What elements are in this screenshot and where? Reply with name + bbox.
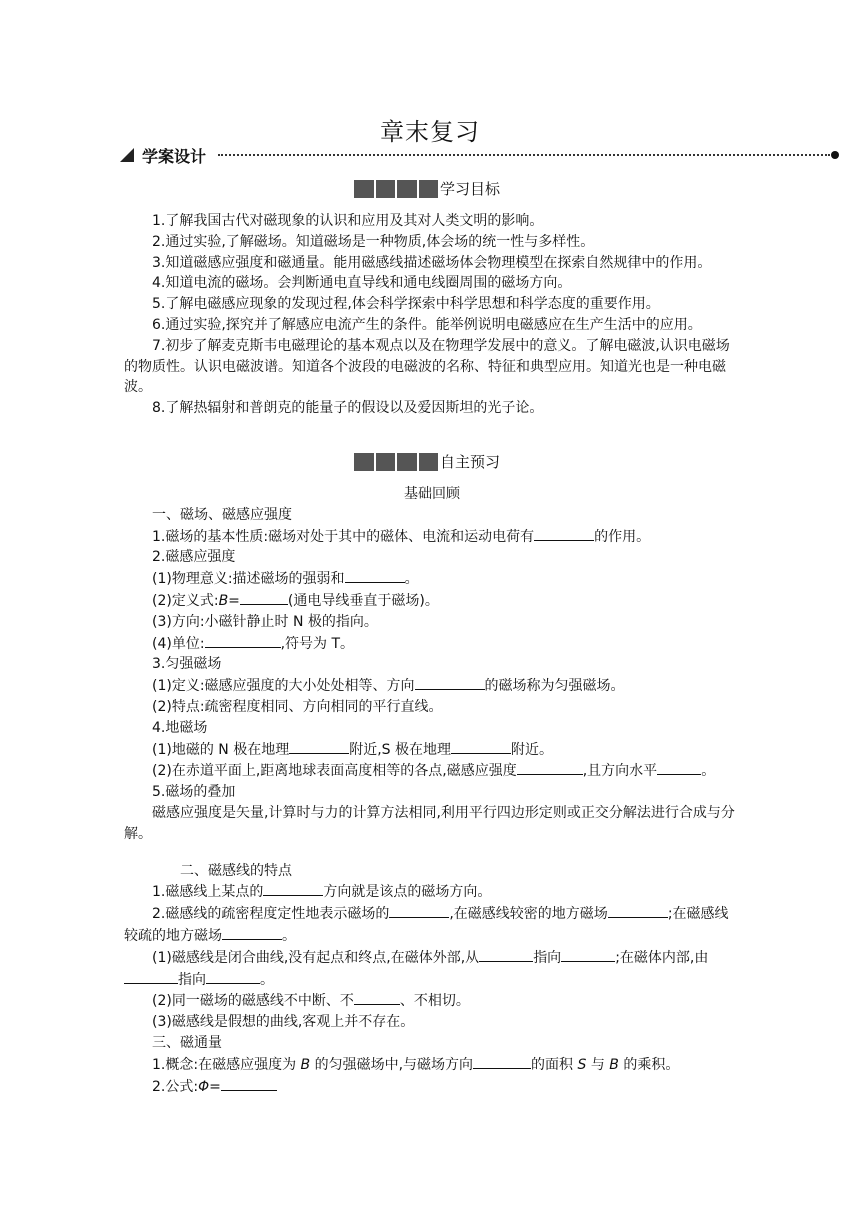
- answer-blank[interactable]: [263, 881, 323, 896]
- text-line: (3)方向:小磁针静止时 N 极的指向。: [152, 613, 378, 630]
- goal-item: 4.知道电流的磁场。会判断通电直导线和通电线圈周围的磁场方向。: [152, 275, 572, 292]
- goal-item: 3.知道磁感应强度和磁通量。能用磁感线描述磁场体会物理模型在探索自然规律中的作用。: [152, 254, 712, 271]
- answer-blank[interactable]: [561, 947, 615, 962]
- fill-line: 2.公式:Φ=: [124, 1076, 740, 1098]
- fill-line: (2)定义式:B= (通电导线垂直于磁场)。: [124, 590, 740, 612]
- goal-item: 8.了解热辐射和普朗克的能量子的假设以及爱因斯坦的光子论。: [152, 400, 544, 417]
- section-banner: [120, 145, 840, 165]
- goal-item: 2.通过实验,了解磁场。知道磁场是一种物质,体会场的统一性与多样性。: [152, 233, 595, 250]
- spacer: [124, 845, 740, 861]
- answer-blank[interactable]: [479, 947, 533, 962]
- fill-line: 2.磁感线的疏密程度定性地表示磁场的 ,在磁感线较密的地方磁场 ;在磁感线较疏的地方磁场 。: [124, 903, 740, 947]
- heading-blocks: [354, 453, 438, 471]
- answer-blank[interactable]: [354, 990, 400, 1005]
- text-line: (3)磁感线是假想的曲线,客观上并不存在。: [152, 1014, 415, 1031]
- answer-blank[interactable]: [240, 590, 288, 605]
- divider-endpoint: [831, 151, 839, 159]
- answer-blank[interactable]: [657, 760, 701, 775]
- answer-blank[interactable]: [473, 1054, 531, 1069]
- preview-heading-text: 自主预习: [440, 453, 501, 471]
- answer-blank[interactable]: [221, 1076, 277, 1091]
- fill-line: (1)地磁的 N 极在地理 附近,S 极在地理 附近。: [124, 739, 740, 761]
- fill-line: (2)同一磁场的磁感线不中断、不 、不相切。: [124, 990, 740, 1012]
- answer-blank[interactable]: [289, 739, 349, 754]
- section-title: 三、磁通量: [152, 1034, 222, 1051]
- fill-line: 1.概念:在磁感应强度为 B 的匀强磁场中,与磁场方向 的面积 S 与 B 的乘积。: [124, 1054, 740, 1076]
- fill-line: 1.磁感线上某点的 方向就是该点的磁场方向。: [124, 881, 740, 903]
- banner-label: 学案设计: [142, 147, 207, 166]
- dotted-divider: [218, 154, 830, 156]
- preview-heading: [0, 451, 860, 473]
- goals-list: [124, 211, 740, 419]
- answer-blank[interactable]: [205, 633, 281, 648]
- answer-blank[interactable]: [345, 568, 405, 583]
- fill-line: (2)在赤道平面上,距离地球表面高度相等的各点,磁感应强度 ,且方向水平 。: [124, 760, 740, 782]
- goal-item: 5.了解电磁感应现象的发现过程,体会科学探索中科学思想和科学态度的重要作用。: [152, 296, 660, 313]
- text-line: 磁感应强度是矢量,计算时与力的计算方法相同,利用平行四边形定则或正交分解法进行合成与分解。: [124, 804, 735, 842]
- fill-line: (1)物理意义:描述磁场的强弱和 。: [124, 568, 740, 590]
- text-line: (2)特点:疏密程度相同、方向相同的平行直线。: [152, 698, 443, 715]
- text-line: 2.磁感应强度: [152, 549, 236, 566]
- page-title: 章末复习: [380, 118, 480, 146]
- answer-blank[interactable]: [534, 526, 594, 541]
- triangle-icon: [120, 148, 134, 162]
- text-line: 4.地磁场: [152, 719, 208, 736]
- review-subheading: 基础回顾: [404, 486, 460, 502]
- text-line: 5.磁场的叠加: [152, 784, 236, 801]
- goal-item: 6.通过实验,探究并了解感应电流产生的条件。能举例说明电磁感应在生产生活中的应用。: [152, 316, 702, 333]
- fill-line: (4)单位: ,符号为 T。: [124, 633, 740, 655]
- goal-item: 7.初步了解麦克斯韦电磁理论的基本观点以及在物理学发展中的意义。了解电磁波,认识电磁场的物质性。认识电磁波谱。知道各个波段的电磁波的名称、特征和典型应用。知道光也是一种电磁波。: [124, 337, 730, 396]
- answer-blank[interactable]: [415, 675, 485, 690]
- text-line: 3.匀强磁场: [152, 656, 222, 673]
- answer-blank[interactable]: [517, 760, 583, 775]
- answer-blank[interactable]: [451, 739, 511, 754]
- review-section: [124, 484, 740, 1097]
- fill-line: (1)定义:磁感应强度的大小处处相等、方向 的磁场称为匀强磁场。: [124, 675, 740, 697]
- answer-blank[interactable]: [389, 903, 449, 918]
- heading-blocks: [354, 180, 438, 198]
- goal-item: 1.了解我国古代对磁现象的认识和应用及其对人类文明的影响。: [152, 213, 544, 229]
- goals-heading: [0, 178, 860, 200]
- section-title: 二、磁感线的特点: [180, 862, 292, 879]
- fill-line: (1)磁感线是闭合曲线,没有起点和终点,在磁体外部,从 指向 ;在磁体内部,由指向 。: [124, 947, 740, 991]
- answer-blank[interactable]: [206, 969, 260, 984]
- fill-line: 1.磁场的基本性质:磁场对处于其中的磁体、电流和运动电荷有 的作用。: [124, 526, 740, 548]
- goals-heading-text: 学习目标: [440, 180, 501, 198]
- answer-blank[interactable]: [222, 925, 282, 940]
- answer-blank[interactable]: [124, 969, 178, 984]
- section-title: 一、磁场、磁感应强度: [152, 506, 292, 523]
- answer-blank[interactable]: [608, 903, 668, 918]
